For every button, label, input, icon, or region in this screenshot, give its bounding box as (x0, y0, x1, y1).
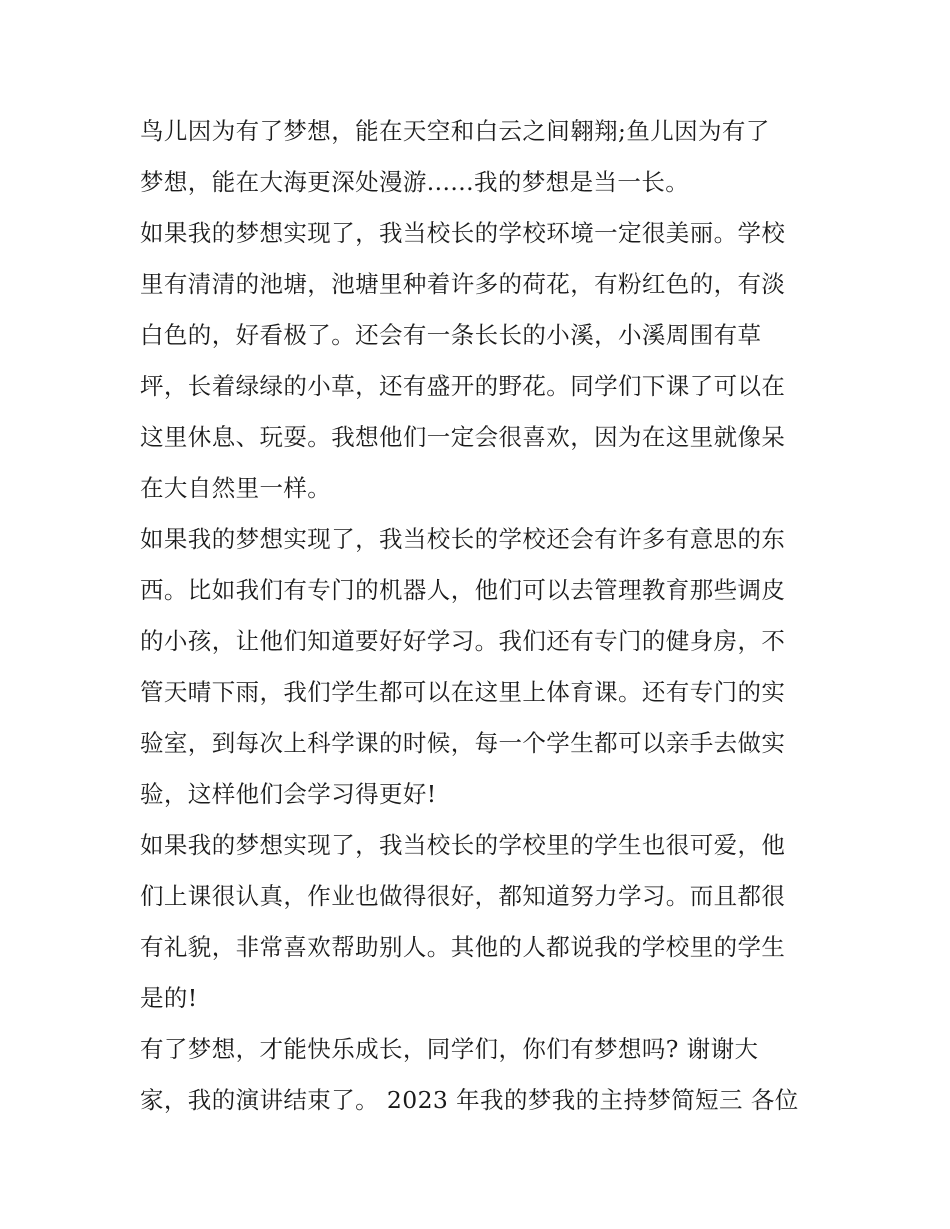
text-line: 们上课很认真，作业也做得很好，都知道努力学习。而且都很 (140, 882, 786, 910)
text-line: 的小孩，让他们知道要好好学习。我们还有专门的健身房，不 (140, 627, 786, 655)
text-line: 里有清清的池塘，池塘里种着许多的荷花，有粉红色的，有淡 (140, 270, 786, 298)
text-line: 如果我的梦想实现了，我当校长的学校里的学生也很可爱，他 (140, 831, 786, 859)
text-line: 有礼貌，非常喜欢帮助别人。其他的人都说我的学校里的学生 (140, 933, 786, 961)
text-line: 管天晴下雨，我们学生都可以在这里上体育课。还有专门的实 (140, 678, 786, 706)
text-line: 在大自然里一样。 (140, 474, 332, 502)
text-line: 梦想，能在大海更深处漫游......我的梦想是当一长。 (140, 168, 690, 196)
text-line: 验室，到每次上科学课的时候，每一个学生都可以亲手去做实 (140, 729, 786, 757)
text-line: 这里休息、玩耍。我想他们一定会很喜欢，因为在这里就像呆 (140, 423, 786, 451)
text-line: 白色的，好看极了。还会有一条长长的小溪，小溪周围有草 (140, 321, 762, 349)
text-line: 是的! (140, 984, 198, 1012)
text-line: 西。比如我们有专门的机器人，他们可以去管理教育那些调皮 (140, 576, 786, 604)
body-text (140, 106, 820, 1126)
text-line: 验，这样他们会学习得更好! (140, 780, 437, 808)
text-line: 有了梦想，才能快乐成长，同学们，你们有梦想吗? 谢谢大 (140, 1035, 759, 1063)
text-line: 如果我的梦想实现了，我当校长的学校环境一定很美丽。学校 (140, 219, 786, 247)
text-line: 鸟儿因为有了梦想，能在天空和白云之间翱翔;鱼儿因为有了 (140, 117, 770, 145)
text-line: 坪，长着绿绿的小草，还有盛开的野花。同学们下课了可以在 (140, 372, 786, 400)
text-line: 如果我的梦想实现了，我当校长的学校还会有许多有意思的东 (140, 525, 786, 553)
text-line: 家，我的演讲结束了。 2023 年我的梦我的主持梦简短三 各位 (140, 1086, 799, 1114)
